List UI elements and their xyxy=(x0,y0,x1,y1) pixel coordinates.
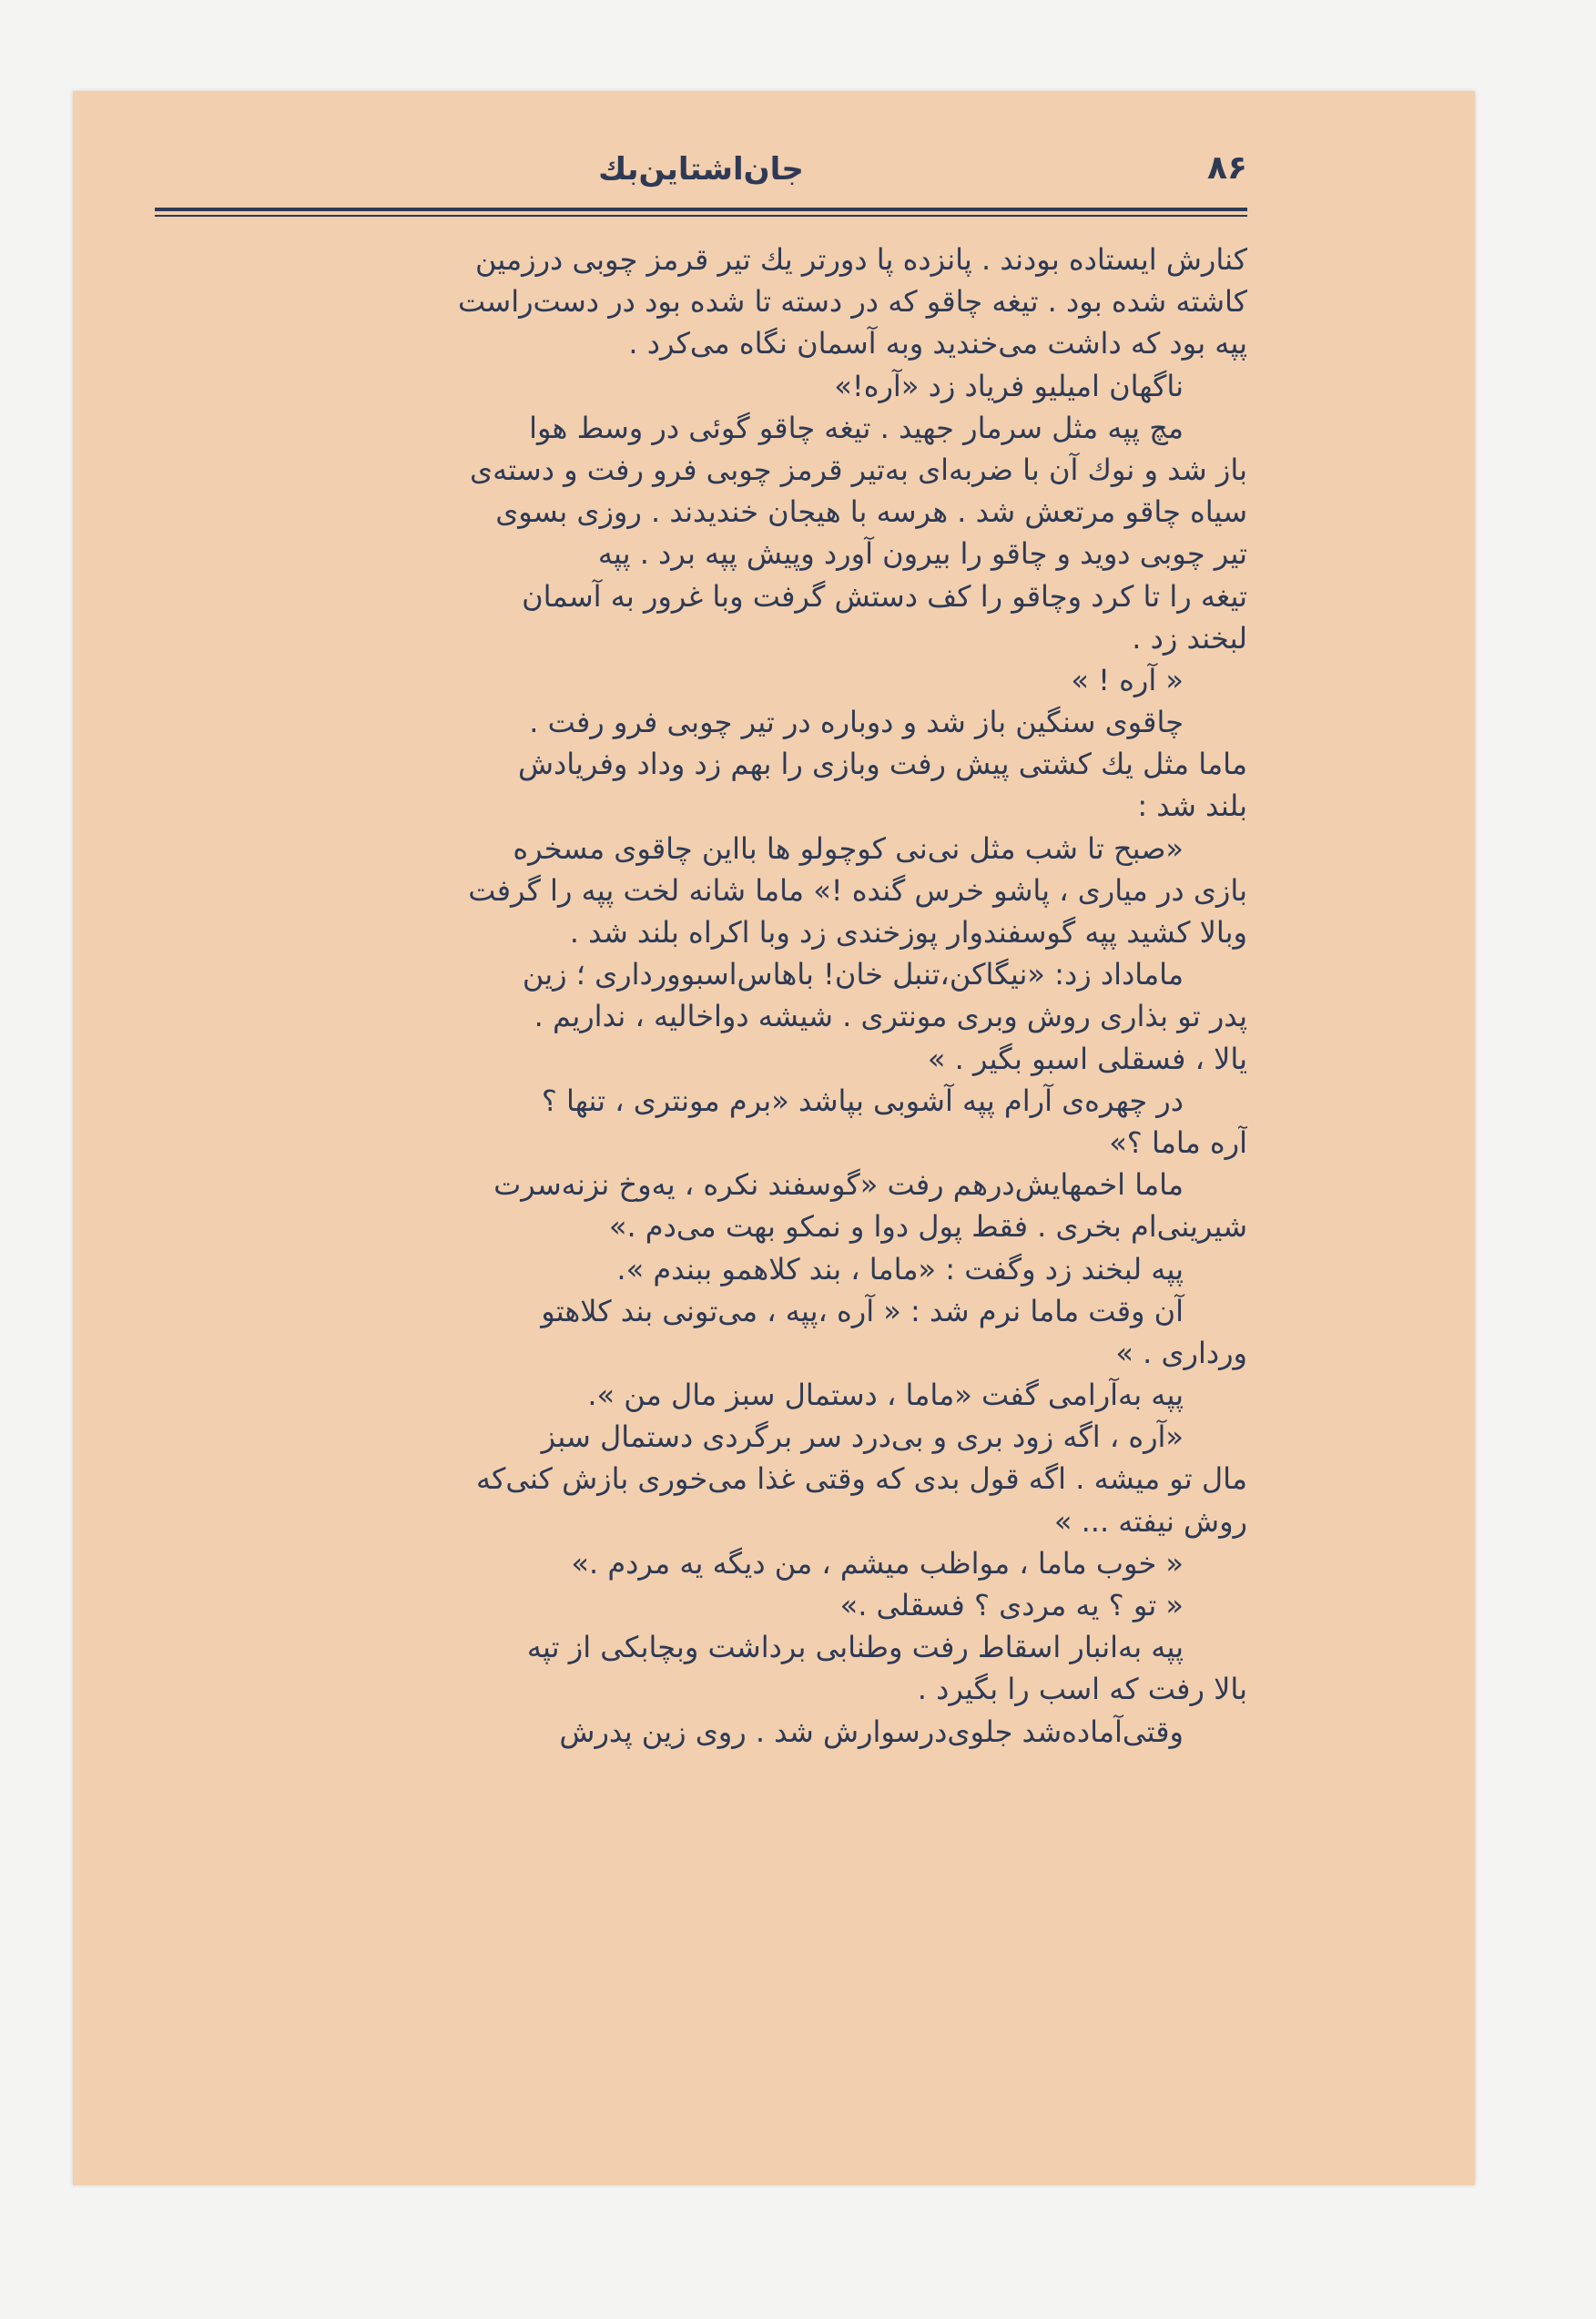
text-line: روش نیفته ... » xyxy=(1053,1503,1247,1539)
text-line: بلند شد : xyxy=(1137,788,1247,824)
header-rule xyxy=(155,208,1247,211)
text-line: لبخند زد . xyxy=(1132,620,1247,656)
text-line: سیاه چاقو مرتعش شد . هرسه با هیجان خندیدند . روزی بسوی xyxy=(495,494,1247,530)
text-line: ماماداد زد: «نیگاکن،تنبل خان! باهاس‌اسبو‌ورداری ؛ زین xyxy=(522,957,1184,992)
text-line: « تو ؟ یه مردی ؟ فسقلی .» xyxy=(839,1588,1184,1622)
page-number: ۸۶ xyxy=(1207,149,1247,187)
text-line: مال تو میشه . اگه قول بدی که وقتی غذا می‌خوری بازش کنی‌که xyxy=(475,1461,1247,1497)
text-line: کاشته شده بود . تیغه چاقو که در دسته تا شده بود در دست‌راست xyxy=(457,284,1247,320)
header-rule-thin xyxy=(155,215,1247,217)
text-line: آره ماما ؟» xyxy=(1109,1124,1247,1160)
text-line: در چهره‌ی آرام پپه آشوبی بپاشد «برم مونتری ، تنها ؟ xyxy=(541,1083,1184,1118)
text-line: « خوب ماما ، مواظب میشم ، من دیگه یه مردم .» xyxy=(571,1545,1184,1581)
text-line: پپه بود که داشت می‌خندید وبه آسمان نگاه می‌کرد . xyxy=(628,326,1247,361)
text-line: ماما اخمهایش‌درهم رفت «گوسفند نکره ، یه‌وخ نزنه‌سرت xyxy=(493,1167,1184,1203)
text-line: کنارش ایستاده بودند . پانزده پا دورتر یك تیر قرمز چوبی درزمین xyxy=(474,242,1247,277)
text-line: «آره ، اگه زود بری و بی‌درد سر برگردی دستمال سبز xyxy=(541,1419,1184,1455)
text-line: ورداری . » xyxy=(1115,1335,1247,1370)
text-line: «صبح تا شب مثل نی‌نی کوچولو ها بااین چاقوی مسخره xyxy=(513,830,1184,866)
text-line: ناگهان امیلیو فریاد زد «آره!» xyxy=(834,368,1184,403)
text-line: پدر تو بذاری روش وبری مونتری . شیشه دواخالیه ، نداریم . xyxy=(534,999,1247,1034)
text-line: پپه به‌آرامی گفت «ماما ، دستمال سبز مال من ». xyxy=(587,1378,1184,1413)
text-line: پپه لبخند زد وگفت : «ماما ، بند کلاهمو ببندم ». xyxy=(616,1251,1184,1287)
text-line: آن وقت ماما نرم شد : « آره ،پپه ، می‌تونی بند کلاهتو xyxy=(541,1293,1184,1328)
running-head-title: جان‌اشتاین‌بك xyxy=(598,151,804,188)
text-line: تیغه را تا کرد وچاقو را کف دستش گرفت وبا غرور به آسمان xyxy=(522,578,1247,614)
text-line: « آره ! » xyxy=(1071,662,1184,697)
text-line: بالا رفت که اسب را بگیرد . xyxy=(917,1672,1247,1707)
text-line: مچ پپه مثل سرمار جهید . تیغه چاقو گوئی در وسط هوا xyxy=(529,410,1184,445)
text-line: تیر چوبی دوید و چاقو را بیرون آورد وپیش پپه برد . پپه xyxy=(597,536,1247,572)
text-line: چاقوی سنگین باز شد و دوباره در تیر چوبی فرو رفت . xyxy=(529,705,1184,740)
text-line: شیرینی‌ام بخری . فقط پول دوا و نمکو بهت می‌دم .» xyxy=(608,1209,1247,1245)
text-line: بازی در میاری ، پاشو خرس گنده !» ماما شانه لخت پپه را گرفت xyxy=(468,872,1247,908)
text-line: یالا ، فسقلی اسبو بگیر . » xyxy=(927,1041,1247,1076)
text-line: وبالا کشید پپه گوسفندوار پوزخندی زد وبا اکراه بلند شد . xyxy=(569,915,1247,950)
body-text xyxy=(155,239,1247,1753)
text-line: وقتی‌آماده‌شد جلوی‌درسوارش شد . روی زین پدرش xyxy=(559,1714,1184,1749)
text-line: پپه به‌انبار اسقاط رفت وطنابی برداشت وبچابکی از تپه xyxy=(526,1630,1184,1665)
text-line: باز شد و نوك آن با ضربه‌ای به‌تیر قرمز چوبی فرو رفت و دسته‌ی xyxy=(470,452,1247,487)
text-line: ماما مثل یك کشتی پیش رفت وبازی را بهم زد وداد وفریادش xyxy=(517,747,1247,782)
